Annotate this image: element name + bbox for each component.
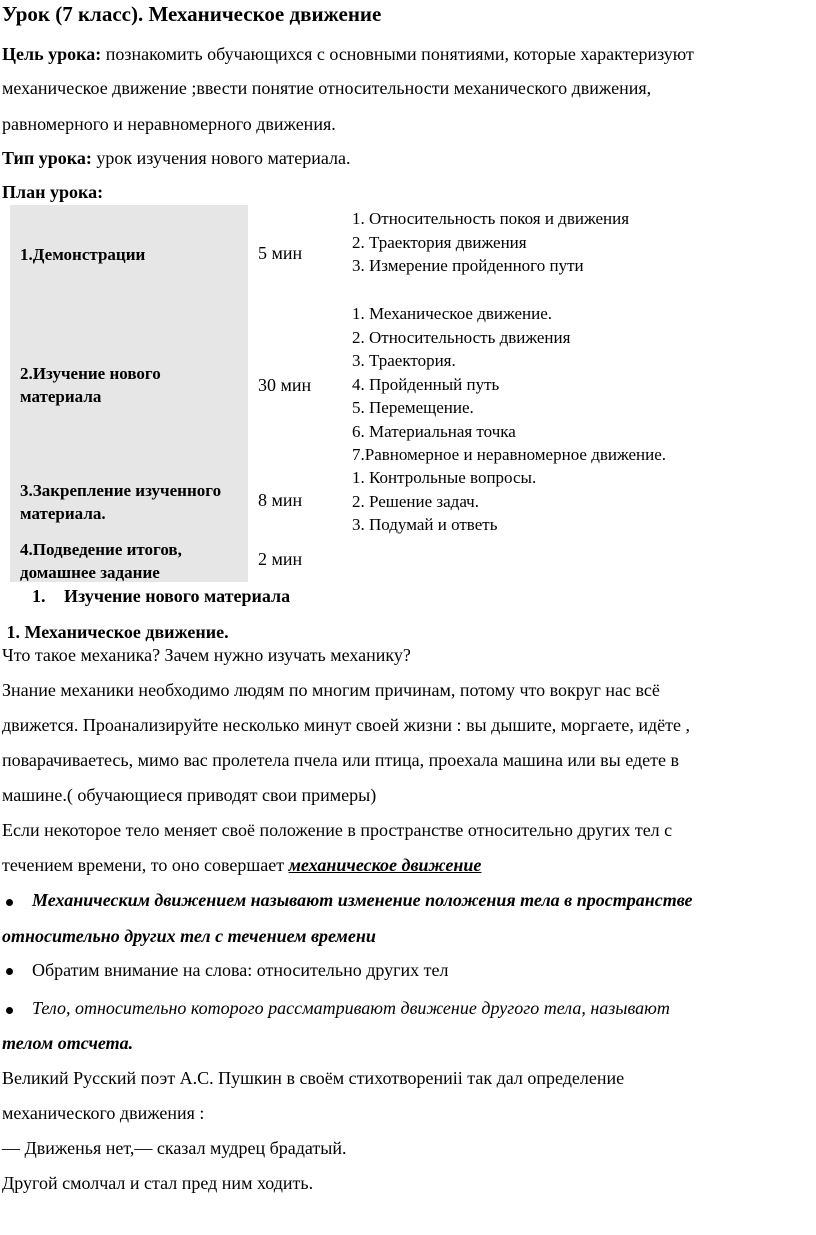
paragraph-1-line-4: машине.( обучающиеся приводят свои примеры) [2, 785, 377, 805]
bullet-2: Обратим внимание на слова: относительно других тел [32, 960, 449, 980]
plan-items-1 [352, 207, 629, 278]
plan-section-1: 1.Демонстрации [20, 245, 146, 264]
plan-item: 1. Контрольные вопросы. [352, 468, 537, 487]
plan-item: 7.Равномерное и неравномерное движение. [352, 445, 667, 464]
paragraph-2-line-2 [2, 855, 481, 876]
plan-time-1: 5 мин [258, 243, 303, 263]
plan-item: 1. Относительность покоя и движения [352, 209, 630, 228]
plan-time-4: 2 мин [258, 549, 303, 569]
paragraph-1-line-2: движется. Проанализируйте несколько минут своей жизни : вы дышите, моргаете, идёте , [2, 715, 690, 735]
plan-items-2 [352, 302, 666, 467]
goal-text-1: познакомить обучающихся с основными понятиями, которые характеризуют [101, 44, 694, 64]
bullet-3-line-2: телом отсчета. [2, 1033, 134, 1053]
plan-item: 3. Траектория. [352, 351, 456, 370]
lesson-type [2, 148, 350, 169]
section-heading-number: 1. [32, 586, 46, 606]
goal-line-2: механическое движение ;ввести понятие относительности механического движения, [2, 78, 652, 98]
section-heading [32, 586, 290, 607]
bullet-icon [6, 1007, 13, 1014]
goal-line-1 [2, 44, 694, 65]
plan-items-3 [352, 466, 536, 537]
plan-item: 6. Материальная точка [352, 421, 516, 441]
plan-item: 2. Траектория движения [352, 232, 527, 252]
type-text: урок изучения нового материала. [91, 148, 351, 168]
paragraph-1-line-1: Знание механики необходимо людям по многим причинам, потому что вокруг нас всё [2, 680, 660, 700]
goal-line-3: равномерного и неравномерного движения. [2, 114, 336, 134]
plan-label: План урока: [2, 182, 104, 202]
section-heading-text: Изучение нового материала [64, 586, 291, 606]
closing-line-1: Великий Русский поэт А.С. Пушкин в своём стихотворениіі так дал определение [2, 1068, 625, 1088]
bullet-3-line-1: Тело, относительно которого рассматривают движение другого тела, называют [32, 998, 670, 1018]
plan-item: 5. Перемещение. [352, 398, 474, 417]
plan-item: 1. Механическое движение. [352, 304, 553, 323]
term-mechanical-motion: механическое движение [288, 855, 482, 875]
type-label: Тип урока: [2, 148, 92, 168]
bullet-1-line-1: Механическим движением называют изменение положения тела в пространстве [32, 890, 693, 910]
plan-item: 2. Решение задач. [352, 491, 479, 511]
paragraph-2-text: течением времени, то оно совершает [2, 855, 289, 875]
bullet-icon [6, 899, 13, 906]
plan-item: 3. Подумай и ответь [352, 515, 498, 534]
page-title: Урок (7 класс). Механическое движение [2, 2, 382, 26]
plan-section-3: 3.Закрепление изученного материала. [20, 481, 222, 523]
question-line: Что такое механика? Зачем нужно изучать механику? [2, 645, 411, 665]
plan-time-2: 30 мин [258, 375, 312, 395]
plan-item: 4. Пройденный путь [352, 374, 500, 394]
closing-line-4: Другой смолчал и стал пред ним ходить. [2, 1173, 314, 1193]
plan-table [10, 205, 750, 582]
paragraph-2-line-1: Если некоторое тело меняет своё положение в пространстве относительно других тел с [2, 820, 673, 840]
bullet-1-line-2: относительно других тел с течением времени [2, 926, 376, 946]
goal-label: Цель урока: [2, 44, 102, 64]
paragraph-1-line-3: поварачиваетесь, мимо вас пролетела пчела или птица, проехала машина или вы едете в [2, 750, 680, 770]
plan-section-2: 2.Изучение нового материала [20, 364, 161, 406]
bullet-icon [6, 968, 13, 975]
plan-time-3: 8 мин [258, 490, 303, 510]
plan-section-4: 4.Подведение итогов, домашнее задание [20, 540, 182, 582]
closing-line-3: — Движенья нет,— сказал мудрец брадатый. [2, 1138, 347, 1158]
plan-item: 2. Относительность движения [352, 327, 571, 347]
closing-line-2: механического движения : [2, 1103, 205, 1123]
plan-item: 3. Измерение пройденного пути [352, 256, 584, 275]
subheading: 1. Механическое движение. [2, 622, 229, 642]
